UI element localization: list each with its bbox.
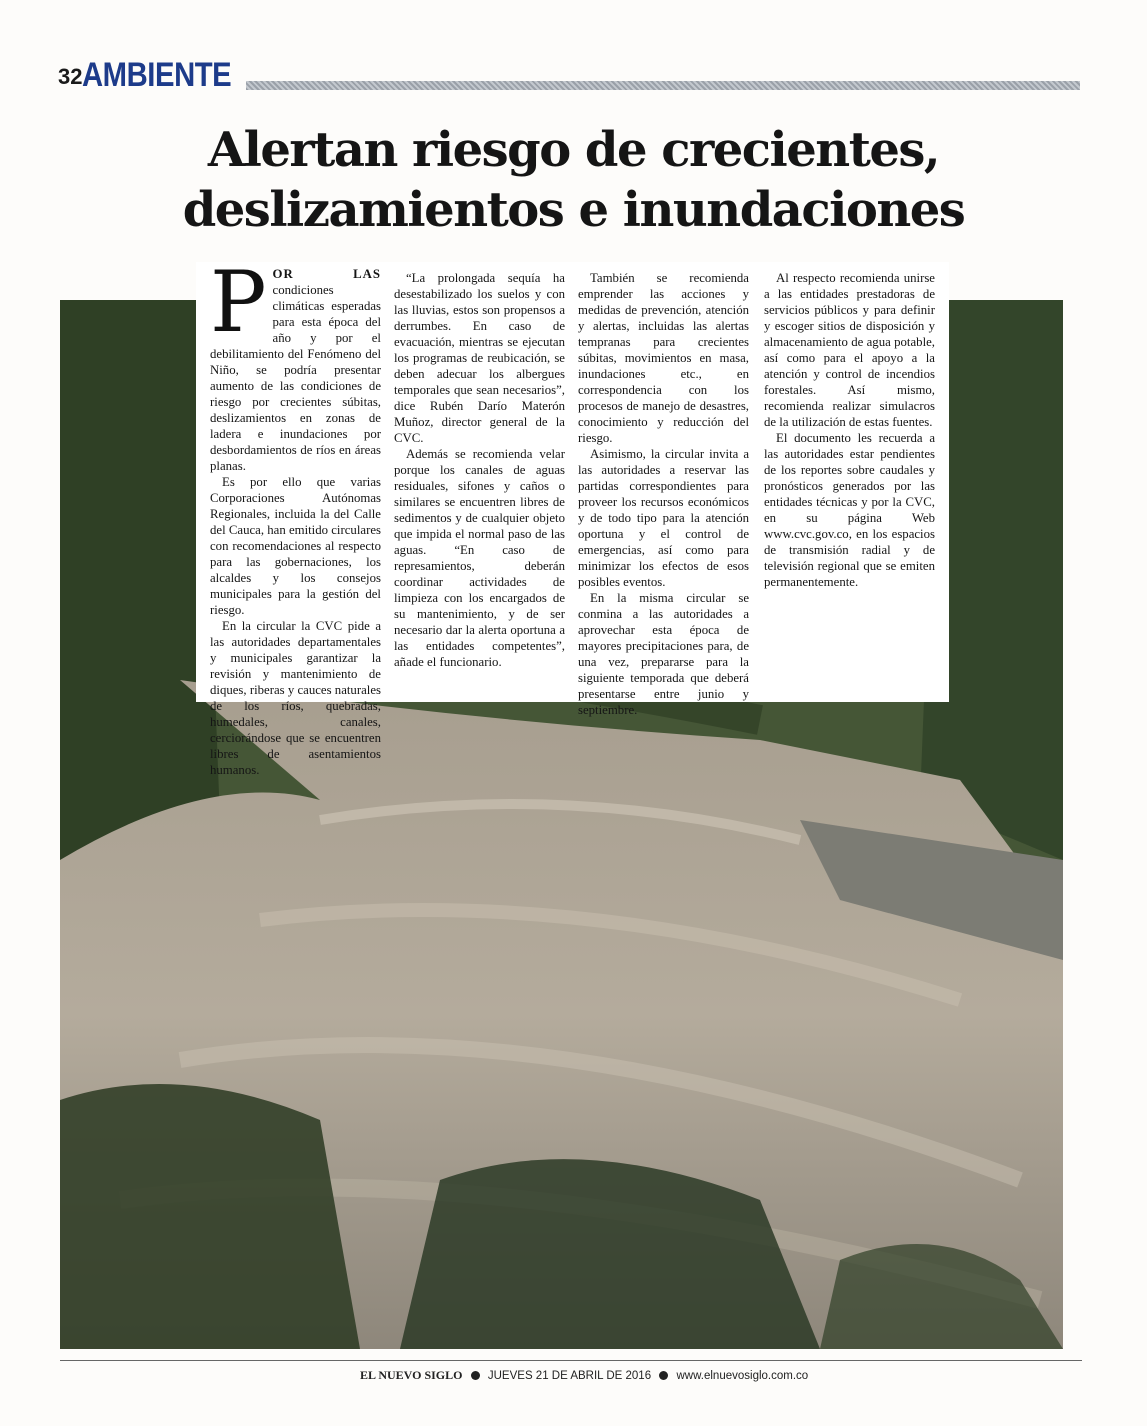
footer-date: JUEVES 21 DE ABRIL DE 2016 [487,1370,652,1382]
footer-website[interactable]: www.elnuevosiglo.com.co [676,1370,809,1382]
section-title: AMBIENTE [82,56,232,94]
article-column-1 [210,253,381,778]
headline-line-1: Alertan riesgo de crecientes, [207,122,940,178]
drop-cap: P [210,253,267,351]
footer [360,1368,808,1383]
paragraph-9: Al respecto recomienda unirse a las entidades prestadoras de servicios públicos y para definir y escoger sitios de disposición y almacenamiento de agua potable, así como para el apoyo a la atención y control de incendios forestales. Así mismo, recomienda realizar simulacros de la utilización de estas fuentes. [764,271,935,429]
article-column-3 [578,270,749,718]
page-number: 32 [58,64,83,89]
paragraph-1-text: condiciones climáticas esperadas para esta época del año y por el debilitamiento del Fenómeno del Niño, se podría presentar aumento de las condiciones de riesgo por crecientes súbitas, deslizamientos en zonas de ladera e inundaciones por desbordamientos de ríos en áreas planas. [210,283,381,473]
paragraph-3: En la circular la CVC pide a las autoridades departamentales y municipales garantizar la revisión y mantenimiento de diques, riberas y cauces naturales de los ríos, quebradas, humedales, canales, cerciorándose que se encuentren libres de asentamientos humanos. [210,619,381,777]
article-column-2 [394,270,565,670]
article-column-4 [764,270,935,590]
paragraph-6: También se recomienda emprender las acciones y medidas de prevención, atención y alertas, incluidas las alertas tempranas para crecientes súbitas, movimientos en masa, inundaciones etc., en correspondencia con los procesos de manejo de desastres, conocimiento y reducción del riesgo. [578,271,749,445]
article-body [196,253,949,777]
bullet-icon [471,1371,480,1380]
footer-divider [60,1360,1082,1361]
paragraph-2: Es por ello que varias Corporaciones Autónomas Regionales, incluida la del Calle del Cauca, han emitido circulares con recomendaciones al respecto para las gobernaciones, los alcaldes y los consejos municipales para la gestión del riesgo. [210,475,381,617]
paragraph-8: En la misma circular se conmina a las autoridades a aprovechar esta época de mayores precipitaciones para, de una vez, prepararse para la siguiente temporada que deberá presentarse entre junio y septiembre. [578,591,749,717]
paragraph-10: El documento les recuerda a las autoridades estar pendientes de los reportes sobre caudales y pronósticos generados por las entidades técnicas y por la CVC, en su página Web www.cvc.gov.co, en los espacios de transmisión radial y de televisión regional que se emiten permanentemente. [764,431,935,589]
paragraph-4: “La prolongada sequía ha desestabilizado los suelos y con las lluvias, estos son propensos a derrumbes. En caso de evacuación, mientras se ejecutan los programas de reubicación, se deben adecuar los albergues temporales que sean necesarios”, dice Rubén Darío Materón Muñoz, director general de la CVC. [394,271,565,445]
section-divider [246,81,1080,90]
footer-brand: EL NUEVO SIGLO [360,1368,463,1382]
headline [60,120,1087,240]
bullet-icon [659,1371,668,1380]
lead-caps: OR LAS [272,267,381,281]
paragraph-7: Asimismo, la circular invita a las autoridades a reservar las partidas correspondientes para proveer los recursos económicos y de todo tipo para la atención oportuna y el control de emergencias, así como para minimizar los efectos de esos posibles eventos. [578,447,749,589]
headline-line-2: deslizamientos e inundaciones [182,182,965,238]
paragraph-1 [210,253,381,474]
paragraph-5: Además se recomienda velar porque los canales de aguas residuales, sifones y caños o similares se encuentren libres de sedimentos y de cualquier objeto que impida el normal paso de las aguas. “En caso de represamientos, deberán coordinar actividades de limpieza con los encargados de su mantenimiento, y de ser necesario dar la alerta oportuna a las entidades competentes”, añade el funcionario. [394,447,565,669]
